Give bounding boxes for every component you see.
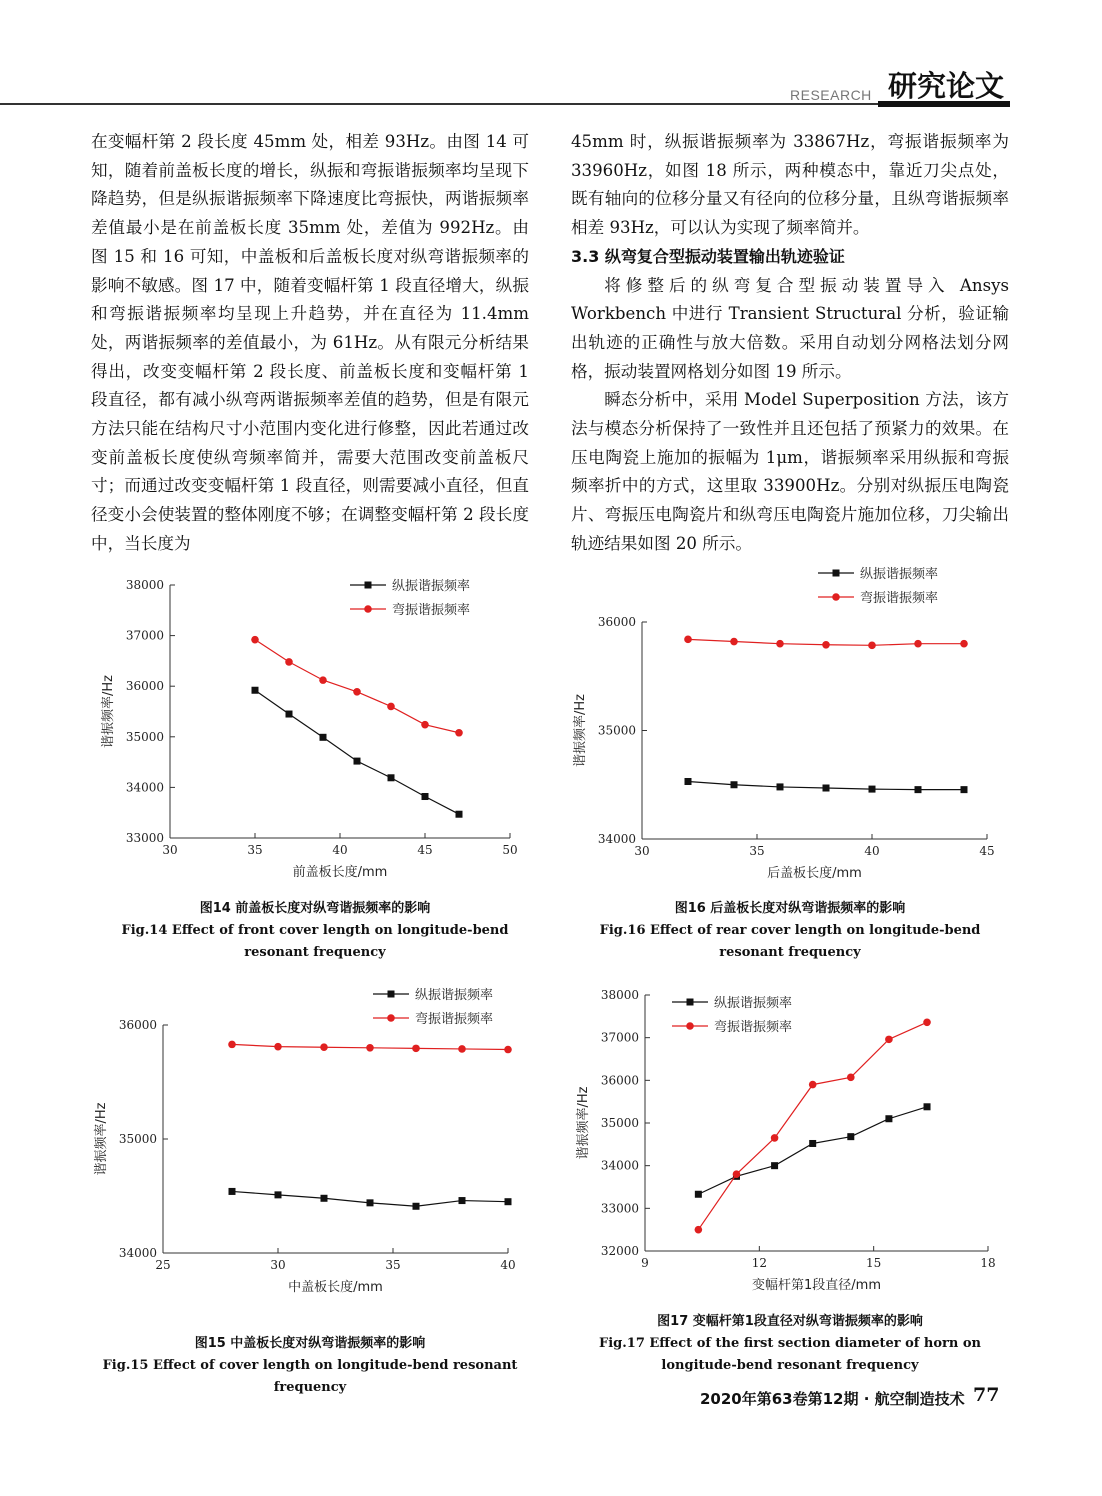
fig15-caption [85, 1333, 535, 1399]
x-tick-label: 45 [979, 844, 995, 858]
fig14-caption-cn: 图14 前盖板长度对纵弯谐振频率的影响 [199, 901, 431, 916]
fig17-caption-cn: 图17 变幅杆第1段直径对纵弯谐振频率的影响 [657, 1314, 923, 1329]
data-point-circle [455, 729, 463, 737]
x-axis-label: 变幅杆第1段直径/mm [752, 1278, 881, 1293]
fig14-caption [100, 898, 530, 964]
data-point-circle [885, 1036, 893, 1044]
y-axis-label: 谐振频率/Hz [94, 1102, 109, 1176]
data-point-circle [251, 636, 259, 644]
data-point-square [422, 793, 429, 800]
header-rule [0, 103, 1010, 105]
legend-marker [832, 593, 840, 601]
x-axis-label: 后盖板长度/mm [767, 866, 862, 881]
y-tick-label: 35000 [118, 1132, 157, 1146]
y-tick-label: 36000 [125, 679, 164, 694]
fig16-caption [585, 898, 995, 964]
x-tick-label: 35 [385, 1258, 401, 1272]
legend-label: 弯振谐振频率 [415, 1012, 494, 1027]
right-paragraph-1: 45mm 时，纵振谐振频率为 33867Hz，弯振谐振频率为 33960Hz，如图 18 所示，两种模态中，靠近刀尖点处，既有轴向的位移分量又有径向的位移分量，且纵弯谐振频率相差 93Hz，可以认为实现了频率简并。 [571, 132, 1009, 238]
data-point-circle [366, 1044, 374, 1052]
legend-label: 弯振谐振频率 [392, 603, 471, 618]
y-tick-label: 33000 [125, 831, 164, 845]
figure-17-chart [570, 985, 1010, 1305]
data-point-circle [776, 640, 784, 648]
fig15-caption-cn: 图15 中盖板长度对纵弯谐振频率的影响 [194, 1336, 426, 1351]
header-research: RESEARCH [790, 87, 872, 103]
data-point-square [809, 1140, 816, 1147]
fig17-caption-en: Fig.17 Effect of the first section diameter of horn on longitude-bend resonant frequency [599, 1336, 981, 1373]
data-point-circle [730, 638, 738, 646]
data-point-square [885, 1115, 892, 1122]
data-point-square [731, 781, 738, 788]
data-point-circle [458, 1045, 466, 1053]
journal-footer: 2020年第63卷第12期 · 航空制造技术 [700, 1390, 965, 1408]
fig14-caption-en: Fig.14 Effect of front cover length on longitude-bend resonant frequency [121, 923, 509, 960]
data-point-circle [771, 1134, 779, 1142]
data-point-circle [387, 703, 395, 711]
fig15-caption-en: Fig.15 Effect of cover length on longitude-bend resonant frequency [102, 1358, 518, 1395]
left-column [91, 128, 529, 559]
series-line [255, 640, 459, 733]
data-point-circle [868, 642, 876, 650]
x-tick-label: 35 [749, 844, 765, 858]
legend-marker [387, 1014, 395, 1022]
x-tick-label: 30 [270, 1258, 286, 1272]
legend-marker [364, 605, 372, 613]
x-axis-label: 前盖板长度/mm [292, 865, 388, 880]
x-tick-label: 15 [866, 1256, 882, 1270]
left-paragraph: 在变幅杆第 2 段长度 45mm 处，相差 93Hz。由图 14 可知，随着前盖板长度的增长，纵振和弯振谐振频率均呈现下降趋势，但是纵振谐振频率下降速度比弯振快，两谐振频率差值最小是在前盖板长度 35mm 处，差值为 992Hz。由图 15 和 16 可知，中盖板和后盖板长度对纵弯谐振频率的影响不敏感。图 17 中，随着变幅杆第 1 段直径增大，纵振和弯振谐振频率均呈现上升趋势，并在直径为 11.4mm 处，两谐振频率的差值最小，为 61Hz。从有限元分析结果得出，改变变幅杆第 2 段长度、前盖板长度和变幅杆第 1 段直径，都有减小纵弯两谐振频率差值的趋势，但是有限元方法只能在结构尺寸小范围内变化进行修整，因此若通过改变前盖板长度使纵弯频率简并，需要大范围改变前盖板尺寸；而通过改变变幅杆第 1 段直径，则需要减小直径，但直径变小会使装置的整体刚度不够；在调整变幅杆第 2 段长度中，当长度为 [91, 132, 529, 553]
x-tick-label: 18 [980, 1256, 996, 1270]
data-point-square [695, 1191, 702, 1198]
y-tick-label: 38000 [125, 578, 164, 592]
series-line [698, 1107, 927, 1194]
data-point-circle [285, 658, 293, 666]
x-tick-label: 40 [864, 844, 880, 858]
legend-label: 纵振谐振频率 [415, 988, 494, 1003]
fig17-caption [565, 1311, 1015, 1377]
y-tick-label: 38000 [600, 988, 639, 1002]
fig15-svg [95, 980, 535, 1310]
data-point-square [915, 786, 922, 793]
right-paragraph-2: 将修整后的纵弯复合型振动装置导入 Ansys Workbench 中进行 Transient Structural 分析，验证输出轨迹的正确性与放大倍数。采用自动划分网格法划分网格，振动装置网格划分如图 19 所示。 [571, 275, 1009, 381]
figure-14-chart [95, 565, 535, 895]
y-tick-label: 36000 [600, 1073, 639, 1088]
data-point-square [777, 783, 784, 790]
data-point-square [505, 1198, 512, 1205]
data-point-square [320, 734, 327, 741]
x-tick-label: 45 [417, 843, 433, 857]
y-tick-label: 34000 [118, 1246, 157, 1260]
legend-marker [686, 1022, 694, 1030]
y-tick-label: 36000 [597, 615, 636, 629]
data-point-square [456, 811, 463, 818]
legend-label: 纵振谐振频率 [860, 567, 939, 582]
fig16-svg [570, 560, 1010, 890]
y-tick-label: 35000 [597, 723, 636, 738]
x-tick-label: 35 [247, 843, 263, 857]
data-point-square [229, 1188, 236, 1195]
data-point-circle [695, 1226, 703, 1234]
fig17-svg [570, 985, 1010, 1305]
data-point-circle [412, 1045, 420, 1053]
x-tick-label: 40 [500, 1258, 516, 1272]
fig16-caption-en: Fig.16 Effect of rear cover length on longitude-bend resonant frequency [599, 923, 981, 960]
section-heading: 3.3 纵弯复合型振动装置输出轨迹验证 [571, 246, 845, 266]
data-point-square [823, 785, 830, 792]
data-point-square [924, 1103, 931, 1110]
data-point-square [771, 1162, 778, 1169]
y-axis-label: 谐振频率/Hz [573, 694, 588, 767]
data-point-square [685, 778, 692, 785]
y-tick-label: 36000 [118, 1018, 157, 1032]
x-tick-label: 50 [502, 843, 518, 857]
y-tick-label: 37000 [125, 628, 164, 643]
data-point-square [275, 1191, 282, 1198]
data-point-circle [733, 1170, 741, 1178]
y-axis-label: 谐振频率/Hz [576, 1086, 591, 1160]
data-point-circle [228, 1041, 236, 1049]
header-section-title: 研究论文 [888, 69, 1005, 103]
y-tick-label: 35000 [600, 1116, 639, 1130]
x-tick-label: 25 [155, 1258, 171, 1272]
page-number: 77 [973, 1384, 1000, 1406]
right-column [571, 128, 1009, 559]
legend-marker [687, 999, 694, 1006]
y-axis-label: 谐振频率/Hz [101, 675, 116, 748]
y-tick-label: 34000 [125, 780, 164, 795]
data-point-square [459, 1197, 466, 1204]
data-point-circle [914, 640, 922, 648]
legend-label: 纵振谐振频率 [392, 579, 471, 594]
legend-label: 弯振谐振频率 [714, 1020, 793, 1035]
legend-marker [388, 991, 395, 998]
data-point-square [961, 786, 968, 793]
legend-marker [833, 570, 840, 577]
x-tick-label: 40 [332, 843, 348, 857]
y-tick-label: 35000 [125, 729, 164, 744]
data-point-circle [847, 1074, 855, 1082]
fig16-caption-cn: 图16 后盖板长度对纵弯谐振频率的影响 [674, 901, 906, 916]
data-point-square [354, 758, 361, 765]
figure-15-chart [95, 980, 535, 1310]
data-point-square [367, 1199, 374, 1206]
data-point-circle [274, 1043, 282, 1051]
figure-16-chart [570, 560, 1010, 890]
data-point-circle [809, 1081, 817, 1089]
series-line [698, 1022, 927, 1229]
legend-label: 弯振谐振频率 [860, 591, 939, 606]
data-point-square [413, 1203, 420, 1210]
data-point-square [388, 774, 395, 781]
y-tick-label: 37000 [600, 1030, 639, 1045]
data-point-circle [923, 1019, 931, 1027]
data-point-square [869, 786, 876, 793]
data-point-circle [353, 688, 361, 696]
data-point-circle [504, 1046, 512, 1054]
right-paragraph-3: 瞬态分析中，采用 Model Superposition 方法，该方法与模态分析保持了一致性并且还包括了预紧力的效果。在压电陶瓷上施加的振幅为 1μm，谐振频率采用纵振和弯振频率折中的方式，这里取 33900Hz。分别对纵振压电陶瓷片、弯振压电陶瓷片和纵弯压电陶瓷片施加位移，刀尖输出轨迹结果如图 20 所示。 [571, 390, 1009, 553]
data-point-square [252, 687, 259, 694]
legend-marker [365, 582, 372, 589]
data-point-circle [421, 721, 429, 729]
y-tick-label: 34000 [600, 1158, 639, 1173]
data-point-circle [822, 641, 830, 649]
data-point-circle [319, 676, 327, 684]
y-tick-label: 34000 [597, 832, 636, 846]
x-tick-label: 30 [162, 843, 178, 857]
legend-label: 纵振谐振频率 [714, 996, 793, 1011]
x-tick-label: 12 [751, 1256, 767, 1270]
data-point-circle [684, 636, 692, 644]
y-tick-label: 33000 [600, 1201, 639, 1216]
data-point-square [286, 711, 293, 718]
x-tick-label: 30 [634, 844, 650, 858]
y-tick-label: 32000 [600, 1244, 639, 1258]
data-point-circle [960, 640, 968, 648]
x-axis-label: 中盖板长度/mm [288, 1280, 383, 1295]
data-point-square [847, 1133, 854, 1140]
data-point-square [321, 1195, 328, 1202]
fig14-svg [95, 565, 535, 895]
x-tick-label: 9 [641, 1256, 649, 1270]
data-point-circle [320, 1043, 328, 1051]
